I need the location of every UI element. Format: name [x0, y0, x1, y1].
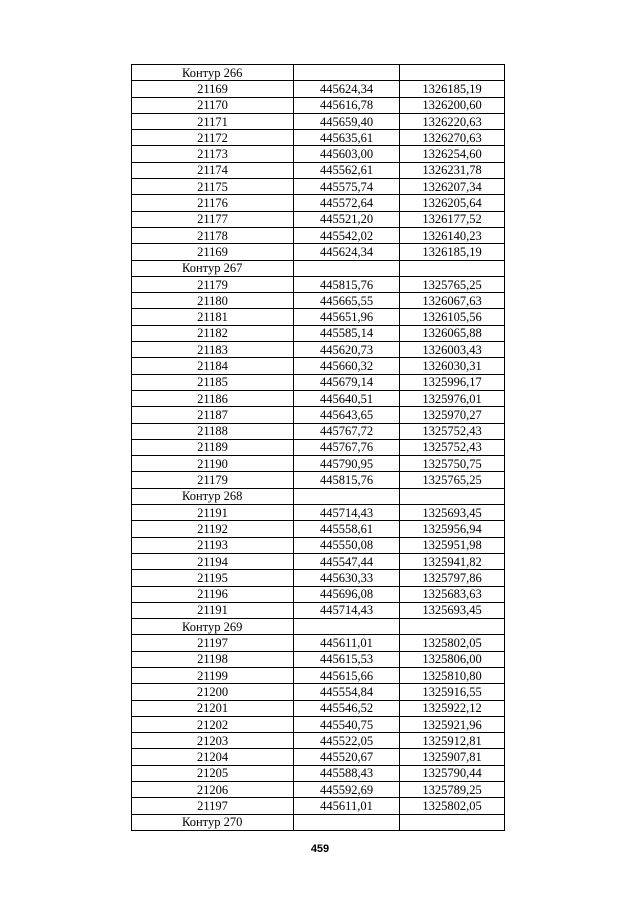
contour-label: Контур 266: [132, 65, 294, 81]
point-id-cell: 21197: [132, 798, 294, 814]
y-cell: 1325996,17: [400, 374, 505, 390]
table-row: [132, 211, 505, 227]
point-id-cell: 21191: [132, 602, 294, 618]
x-cell: 445679,14: [294, 374, 400, 390]
x-cell: 445554,84: [294, 684, 400, 700]
table-row: [132, 146, 505, 162]
x-cell: 445651,96: [294, 309, 400, 325]
point-id-cell: 21190: [132, 456, 294, 472]
point-id-cell: 21199: [132, 667, 294, 683]
point-id-cell: 21174: [132, 162, 294, 178]
y-cell: 1326185,19: [400, 244, 505, 260]
contour-header-row: [132, 814, 505, 830]
x-cell: 445611,01: [294, 798, 400, 814]
y-cell: 1325907,81: [400, 749, 505, 765]
y-cell: 1325951,98: [400, 537, 505, 553]
point-id-cell: 21205: [132, 765, 294, 781]
x-cell: 445815,76: [294, 472, 400, 488]
x-cell: 445815,76: [294, 276, 400, 292]
table-row: [132, 749, 505, 765]
y-cell: 1326105,56: [400, 309, 505, 325]
x-cell: [294, 260, 400, 276]
table-row: [132, 651, 505, 667]
table-row: [132, 602, 505, 618]
table-row: [132, 521, 505, 537]
y-cell: 1326220,63: [400, 113, 505, 129]
y-cell: [400, 488, 505, 504]
x-cell: 445714,43: [294, 505, 400, 521]
y-cell: 1326065,88: [400, 325, 505, 341]
contour-label: Контур 268: [132, 488, 294, 504]
table-row: [132, 342, 505, 358]
y-cell: [400, 260, 505, 276]
point-id-cell: 21170: [132, 97, 294, 113]
y-cell: 1325765,25: [400, 276, 505, 292]
y-cell: 1326200,60: [400, 97, 505, 113]
table-row: [132, 374, 505, 390]
x-cell: [294, 488, 400, 504]
table-row: [132, 798, 505, 814]
table-row: [132, 195, 505, 211]
y-cell: 1326185,19: [400, 81, 505, 97]
point-id-cell: 21182: [132, 325, 294, 341]
point-id-cell: 21185: [132, 374, 294, 390]
table-row: [132, 407, 505, 423]
y-cell: 1326003,43: [400, 342, 505, 358]
table-row: [132, 635, 505, 651]
x-cell: 445660,32: [294, 358, 400, 374]
y-cell: 1326205,64: [400, 195, 505, 211]
point-id-cell: 21191: [132, 505, 294, 521]
point-id-cell: 21189: [132, 439, 294, 455]
y-cell: 1325693,45: [400, 505, 505, 521]
contour-header-row: [132, 65, 505, 81]
point-id-cell: 21179: [132, 472, 294, 488]
table-row: [132, 309, 505, 325]
point-id-cell: 21194: [132, 553, 294, 569]
x-cell: 445540,75: [294, 716, 400, 732]
y-cell: 1325941,82: [400, 553, 505, 569]
table-row: [132, 684, 505, 700]
point-id-cell: 21180: [132, 293, 294, 309]
point-id-cell: 21181: [132, 309, 294, 325]
y-cell: [400, 65, 505, 81]
x-cell: 445558,61: [294, 521, 400, 537]
point-id-cell: 21201: [132, 700, 294, 716]
point-id-cell: 21192: [132, 521, 294, 537]
point-id-cell: 21172: [132, 130, 294, 146]
contour-label: Контур 267: [132, 260, 294, 276]
table-row: [132, 472, 505, 488]
x-cell: 445665,55: [294, 293, 400, 309]
table-row: [132, 162, 505, 178]
table-row: [132, 390, 505, 406]
contour-label: Контур 270: [132, 814, 294, 830]
y-cell: 1325956,94: [400, 521, 505, 537]
point-id-cell: 21204: [132, 749, 294, 765]
x-cell: 445592,69: [294, 782, 400, 798]
y-cell: 1325752,43: [400, 423, 505, 439]
table-row: [132, 553, 505, 569]
x-cell: 445603,00: [294, 146, 400, 162]
y-cell: 1326067,63: [400, 293, 505, 309]
y-cell: 1325921,96: [400, 716, 505, 732]
y-cell: 1326270,63: [400, 130, 505, 146]
table-row: [132, 97, 505, 113]
y-cell: 1326030,31: [400, 358, 505, 374]
y-cell: 1325789,25: [400, 782, 505, 798]
table-row: [132, 782, 505, 798]
x-cell: 445521,20: [294, 211, 400, 227]
table-row: [132, 765, 505, 781]
y-cell: 1325806,00: [400, 651, 505, 667]
point-id-cell: 21187: [132, 407, 294, 423]
x-cell: 445611,01: [294, 635, 400, 651]
point-id-cell: 21200: [132, 684, 294, 700]
y-cell: 1325922,12: [400, 700, 505, 716]
point-id-cell: 21188: [132, 423, 294, 439]
x-cell: 445547,44: [294, 553, 400, 569]
x-cell: 445620,73: [294, 342, 400, 358]
x-cell: 445616,78: [294, 97, 400, 113]
point-id-cell: 21171: [132, 113, 294, 129]
x-cell: [294, 619, 400, 635]
x-cell: 445624,34: [294, 81, 400, 97]
x-cell: 445659,40: [294, 113, 400, 129]
x-cell: 445630,33: [294, 570, 400, 586]
x-cell: 445643,65: [294, 407, 400, 423]
x-cell: 445615,53: [294, 651, 400, 667]
coordinates-table-body: [132, 65, 505, 831]
point-id-cell: 21196: [132, 586, 294, 602]
x-cell: 445696,08: [294, 586, 400, 602]
y-cell: 1325693,45: [400, 602, 505, 618]
table-row: [132, 130, 505, 146]
contour-header-row: [132, 260, 505, 276]
y-cell: 1325797,86: [400, 570, 505, 586]
table-row: [132, 586, 505, 602]
point-id-cell: 21197: [132, 635, 294, 651]
y-cell: 1325970,27: [400, 407, 505, 423]
point-id-cell: 21195: [132, 570, 294, 586]
y-cell: 1325916,55: [400, 684, 505, 700]
table-row: [132, 537, 505, 553]
x-cell: 445767,76: [294, 439, 400, 455]
y-cell: [400, 814, 505, 830]
x-cell: 445546,52: [294, 700, 400, 716]
page-number: 459: [310, 843, 330, 855]
x-cell: 445562,61: [294, 162, 400, 178]
point-id-cell: 21179: [132, 276, 294, 292]
point-id-cell: 21203: [132, 733, 294, 749]
table-row: [132, 456, 505, 472]
table-row: [132, 325, 505, 341]
y-cell: [400, 619, 505, 635]
x-cell: 445714,43: [294, 602, 400, 618]
point-id-cell: 21198: [132, 651, 294, 667]
x-cell: 445588,43: [294, 765, 400, 781]
coordinates-table: [131, 64, 505, 831]
table-row: [132, 423, 505, 439]
x-cell: 445767,72: [294, 423, 400, 439]
x-cell: 445635,61: [294, 130, 400, 146]
table-row: [132, 700, 505, 716]
y-cell: 1325683,63: [400, 586, 505, 602]
table-row: [132, 227, 505, 243]
table-row: [132, 439, 505, 455]
x-cell: 445640,51: [294, 390, 400, 406]
point-id-cell: 21175: [132, 179, 294, 195]
y-cell: 1325912,81: [400, 733, 505, 749]
y-cell: 1326231,78: [400, 162, 505, 178]
table-row: [132, 667, 505, 683]
point-id-cell: 21176: [132, 195, 294, 211]
contour-header-row: [132, 488, 505, 504]
x-cell: 445520,67: [294, 749, 400, 765]
table-row: [132, 505, 505, 521]
x-cell: [294, 65, 400, 81]
point-id-cell: 21186: [132, 390, 294, 406]
x-cell: 445522,05: [294, 733, 400, 749]
y-cell: 1325790,44: [400, 765, 505, 781]
y-cell: 1325802,05: [400, 798, 505, 814]
x-cell: 445585,14: [294, 325, 400, 341]
table-row: [132, 716, 505, 732]
contour-label: Контур 269: [132, 619, 294, 635]
table-row: [132, 244, 505, 260]
point-id-cell: 21177: [132, 211, 294, 227]
table-row: [132, 179, 505, 195]
x-cell: [294, 814, 400, 830]
contour-header-row: [132, 619, 505, 635]
table-row: [132, 276, 505, 292]
y-cell: 1326254,60: [400, 146, 505, 162]
table-row: [132, 570, 505, 586]
point-id-cell: 21183: [132, 342, 294, 358]
x-cell: 445572,64: [294, 195, 400, 211]
table-row: [132, 733, 505, 749]
y-cell: 1326177,52: [400, 211, 505, 227]
y-cell: 1325810,80: [400, 667, 505, 683]
x-cell: 445624,34: [294, 244, 400, 260]
x-cell: 445542,02: [294, 227, 400, 243]
table-row: [132, 293, 505, 309]
x-cell: 445550,08: [294, 537, 400, 553]
y-cell: 1325976,01: [400, 390, 505, 406]
table-row: [132, 81, 505, 97]
point-id-cell: 21169: [132, 81, 294, 97]
y-cell: 1326140,23: [400, 227, 505, 243]
y-cell: 1325752,43: [400, 439, 505, 455]
point-id-cell: 21178: [132, 227, 294, 243]
table-row: [132, 358, 505, 374]
y-cell: 1326207,34: [400, 179, 505, 195]
point-id-cell: 21169: [132, 244, 294, 260]
y-cell: 1325765,25: [400, 472, 505, 488]
point-id-cell: 21193: [132, 537, 294, 553]
x-cell: 445575,74: [294, 179, 400, 195]
point-id-cell: 21173: [132, 146, 294, 162]
x-cell: 445615,66: [294, 667, 400, 683]
table-row: [132, 113, 505, 129]
point-id-cell: 21184: [132, 358, 294, 374]
x-cell: 445790,95: [294, 456, 400, 472]
y-cell: 1325802,05: [400, 635, 505, 651]
y-cell: 1325750,75: [400, 456, 505, 472]
point-id-cell: 21206: [132, 782, 294, 798]
point-id-cell: 21202: [132, 716, 294, 732]
